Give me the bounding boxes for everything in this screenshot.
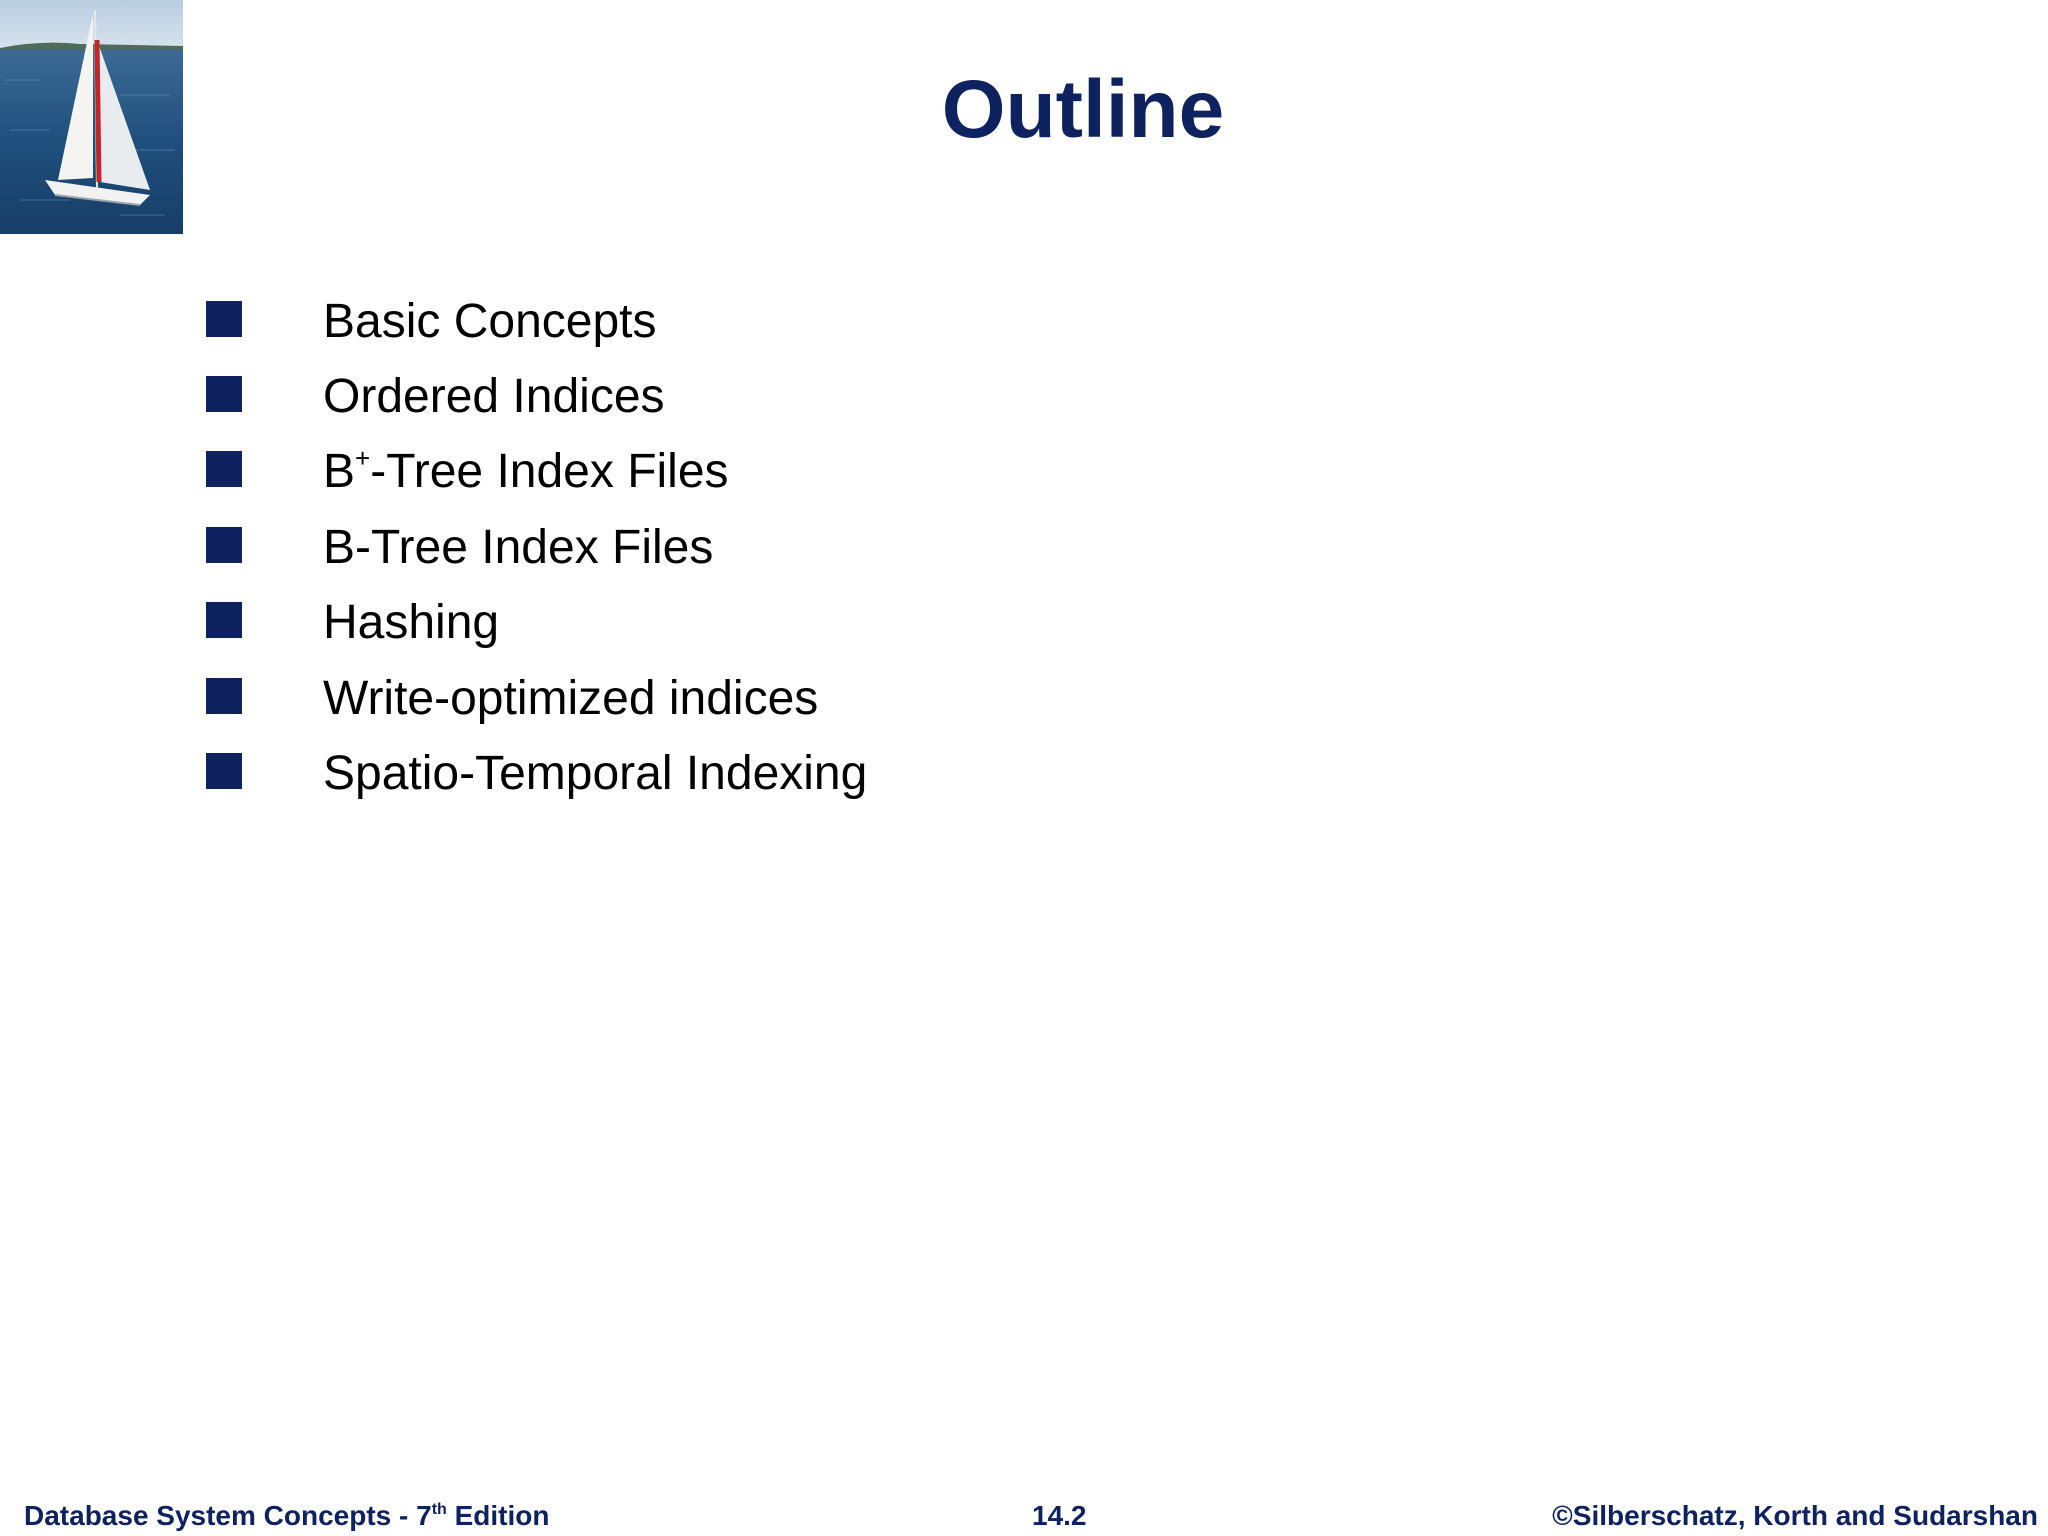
square-bullet-icon — [206, 451, 242, 487]
list-item — [206, 736, 867, 811]
list-item-text: Basic Concepts — [323, 294, 657, 348]
footer-edition-superscript: th — [431, 1501, 447, 1518]
list-item-text: B-Tree Index Files — [323, 520, 714, 574]
list-item-text: Ordered Indices — [323, 370, 665, 424]
list-item-text: Write-optimized indices — [323, 671, 819, 725]
list-item-text-suffix: -Tree Index Files — [370, 445, 729, 499]
list-item — [206, 586, 867, 661]
list-item — [206, 510, 867, 585]
slide-title: Outline — [941, 64, 1225, 155]
footer-book-title-prefix: Database System Concepts - 7 — [24, 1500, 432, 1531]
footer-slide-number: 14.2 — [1032, 1500, 1087, 1531]
list-item-text-prefix: B — [323, 445, 356, 499]
list-item — [206, 284, 867, 359]
list-item-text — [323, 442, 729, 502]
footer-book-title — [24, 1500, 549, 1532]
footer-book-title-suffix: Edition — [446, 1500, 550, 1531]
list-item-text: Spatio-Temporal Indexing — [323, 747, 868, 801]
list-item — [206, 359, 867, 434]
square-bullet-icon — [206, 301, 242, 337]
list-item — [206, 435, 867, 510]
square-bullet-icon — [206, 678, 242, 714]
square-bullet-icon — [206, 376, 242, 412]
footer-copyright: ©Silberschatz, Korth and Sudarshan — [1552, 1500, 2038, 1531]
superscript-plus: + — [355, 443, 371, 474]
list-item — [206, 661, 867, 736]
square-bullet-icon — [206, 602, 242, 638]
outline-list — [206, 284, 867, 812]
slide-footer — [0, 1500, 2048, 1536]
list-item-text: Hashing — [323, 596, 500, 650]
square-bullet-icon — [206, 753, 242, 789]
square-bullet-icon — [206, 527, 242, 563]
